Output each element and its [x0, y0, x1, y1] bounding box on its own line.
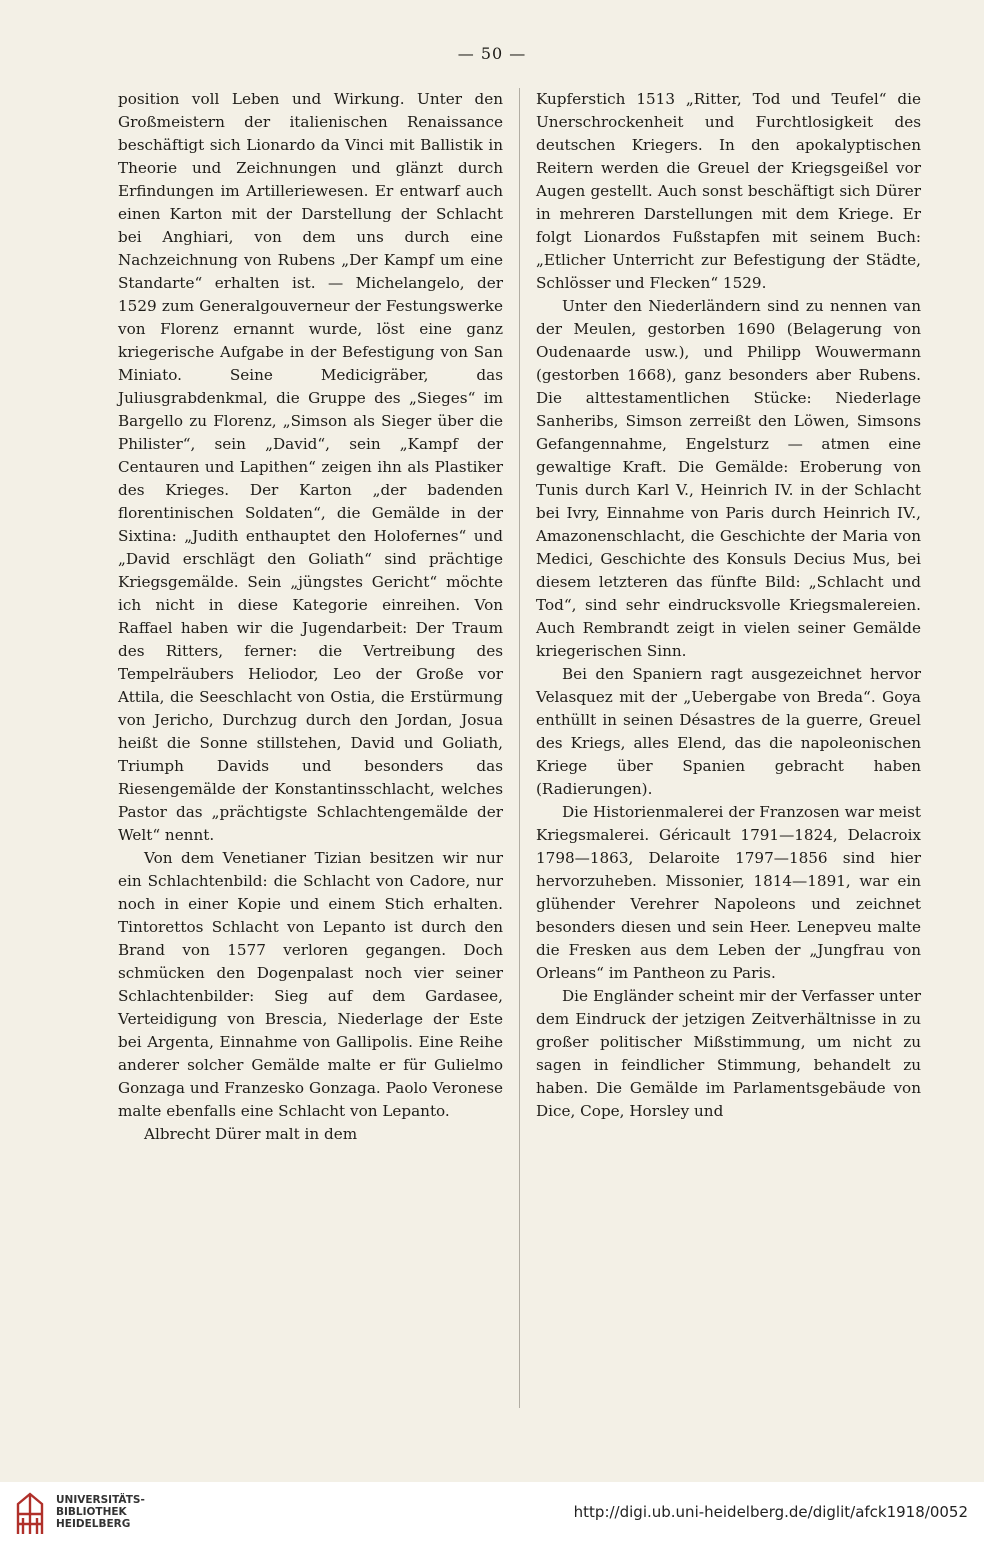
- right-text-column: [536, 88, 921, 1428]
- paragraph: Bei den Spaniern ragt ausgezeichnet hervor Velasquez mit der „Uebergabe von Breda“. Goya enthüllt in seinen Désastres de la guerre, Greuel des Kriegs, alles Elend, das die napoleonischen Kriege über Spanien gebracht haben (Radierungen).: [536, 665, 921, 798]
- library-name-line: BIBLIOTHEK: [56, 1506, 127, 1518]
- column-divider: [519, 88, 520, 1408]
- left-text-column: [118, 88, 503, 1428]
- paragraph: position voll Leben und Wirkung. Unter den Großmeistern der italienischen Renaissance beschäftigt sich Lionardo da Vinci mit Ballistik in Theorie und Zeichnungen und glänzt durch Erfindungen im Artilleriewesen. Er entwarf auch einen Karton mit der Darstellung der Schlacht bei Anghiari, von dem uns durch eine Nachzeichnung von Rubens „Der Kampf um eine Standarte“ erhalten ist. — Michelangelo, der 1529 zum Generalgouverneur der Festungswerke von Florenz ernannt wurde, löst eine ganz kriegerische Aufgabe in der Befestigung von San Miniato. Seine Medicigräber, das Juliusgrabdenkmal, die Gruppe des „Sieges“ im Bargello zu Florenz, „Simson als Sieger über die Philister“, sein „David“, sein „Kampf der Centauren und Lapithen“ zeigen ihn als Plastiker des Krieges. Der Karton „der badenden florentinischen Soldaten“, die Gemälde in der Sixtina: „Judith enthauptet den Holofernes“ und „David erschlägt den Goliath“ sind prächtige Kriegsgemälde. Sein „jüngstes Gericht“ möchte ich nicht in diese Kategorie einreihen. Von Raffael haben wir die Jugendarbeit: Der Traum des Ritters, ferner: die Vertreibung des Tempelräubers Heliodor, Leo der Große vor Attila, die Seeschlacht von Ostia, die Erstürmung von Jericho, Durchzug durch den Jordan, Josua heißt die Sonne stillstehen, David und Goliath, Triumph Davids und besonders das Riesengemälde der Konstantinsschlacht, welches Pastor das „prächtigste Schlachtengemälde der Welt“ nennt.: [118, 90, 503, 844]
- library-name-line: HEIDELBERG: [56, 1518, 131, 1530]
- paragraph: Unter den Niederländern sind zu nennen van der Meulen, gestorben 1690 (Belagerung von Oudenaarde usw.), und Philipp Wouwermann (gestorben 1668), ganz besonders aber Rubens. Die alttestamentlichen Stücke: Niederlage Sanheribs, Simson zerreißt den Löwen, Simsons Gefangennahme, Engelsturz — atmen eine gewaltige Kraft. Die Gemälde: Eroberung von Tunis durch Karl V., Heinrich IV. in der Schlacht bei Ivry, Einnahme von Paris durch Heinrich IV., Amazonenschlacht, die Geschichte der Maria von Medici, Geschichte des Konsuls Decius Mus, bei diesem letzteren das fünfte Bild: „Schlacht und Tod“, sind sehr eindrucksvolle Kriegsmalereien. Auch Rembrandt zeigt in vielen seiner Gemälde kriegerischen Sinn.: [536, 297, 921, 660]
- source-url-link[interactable]: http://digi.ub.uni-heidelberg.de/diglit/afck1918/0052: [573, 1503, 968, 1521]
- footer-bar: [0, 1482, 984, 1546]
- library-name-line: UNIVERSITÄTS-: [56, 1494, 145, 1506]
- paragraph: Albrecht Dürer malt in dem: [144, 1125, 358, 1143]
- paragraph: Die Historienmalerei der Franzosen war meist Kriegsmalerei. Géricault 1791—1824, Delacroix 1798—1863, Delaroite 1797—1856 sind hier hervorzuheben. Missonier, 1814—1891, war ein glühender Verehrer Napoleons und zeichnet besonders diesen und sein Heer. Lenepveu malte die Fresken aus dem Leben der „Jungfrau von Orleans“ im Pantheon zu Paris.: [536, 803, 921, 982]
- paragraph: Kupferstich 1513 „Ritter, Tod und Teufel“ die Unerschrockenheit und Furchtlosigkeit des deutschen Kriegers. In den apokalyptischen Reitern werden die Greuel der Kriegsgeißel vor Augen gestellt. Auch sonst beschäftigt sich Dürer in mehreren Darstellungen mit dem Kriege. Er folgt Lionardos Fußstapfen mit seinem Buch: „Etlicher Unterricht zur Befestigung der Städte, Schlösser und Flecken“ 1529.: [536, 90, 921, 292]
- heidelberg-library-logo-icon: [14, 1490, 46, 1538]
- page-number: — 50 —: [457, 44, 527, 63]
- library-name: [56, 1494, 145, 1530]
- paragraph: Von dem Venetianer Tizian besitzen wir nur ein Schlachtenbild: die Schlacht von Cadore, nur noch in einer Kopie und einem Stich erhalten. Tintorettos Schlacht von Lepanto ist durch den Brand von 1577 verloren gegangen. Doch schmücken den Dogenpalast noch vier seiner Schlachtenbilder: Sieg auf dem Gardasee, Verteidigung von Brescia, Niederlage der Este bei Argenta, Einnahme von Gallipolis. Eine Reihe anderer solcher Gemälde malte er für Gulielmo Gonzaga und Franzesko Gonzaga. Paolo Veronese malte ebenfalls eine Schlacht von Lepanto.: [118, 849, 503, 1120]
- paragraph: Die Engländer scheint mir der Verfasser unter dem Eindruck der jetzigen Zeitverhältnisse in zu großer politischer Mißstimmung, um nicht zu sagen in feindlicher Stimmung, behandelt zu haben. Die Gemälde im Parlamentsgebäude von Dice, Cope, Horsley und: [536, 987, 921, 1120]
